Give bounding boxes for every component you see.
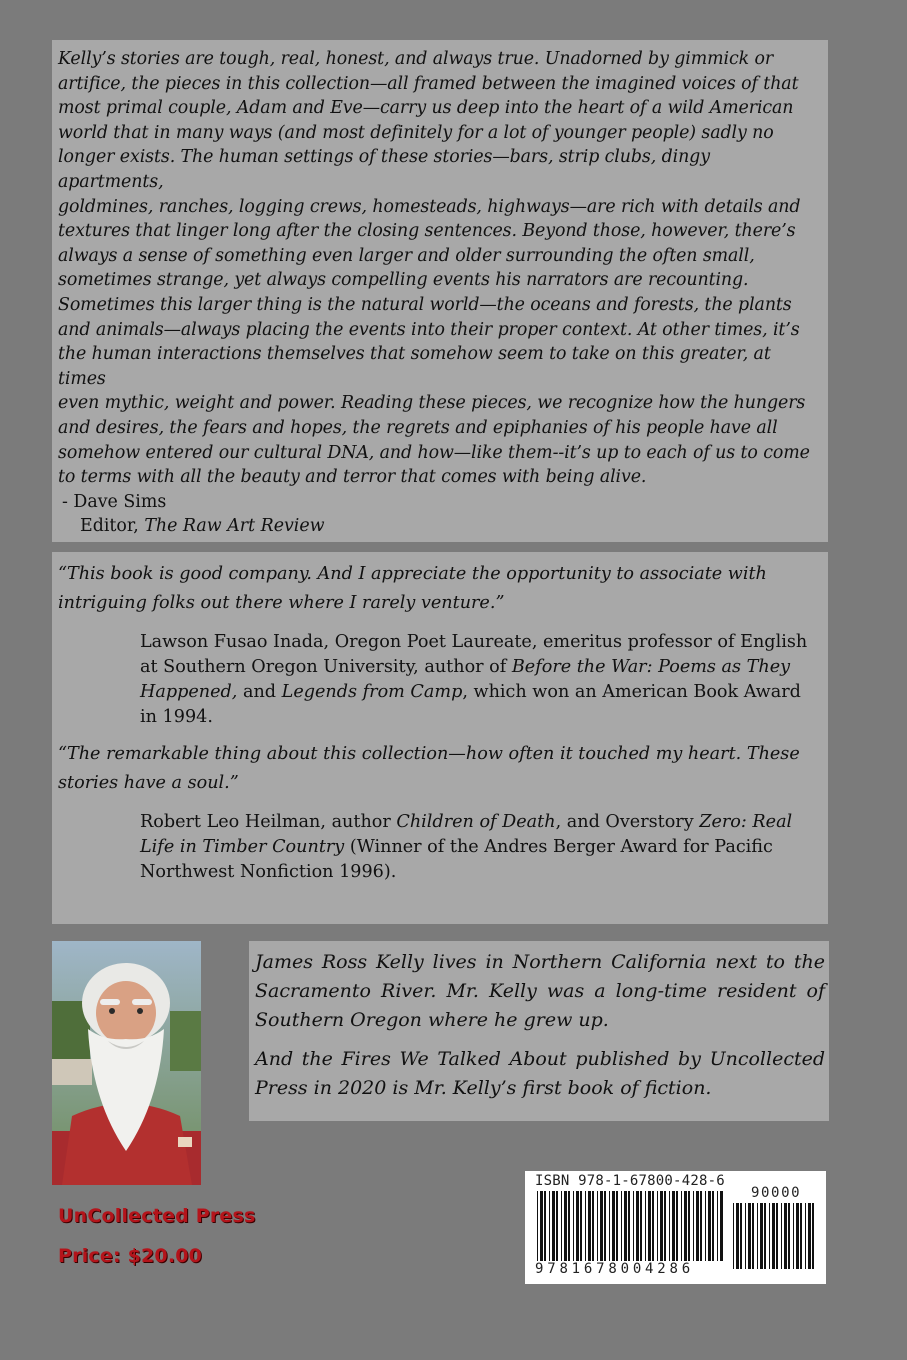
barcode-bar bbox=[585, 1191, 586, 1261]
barcode-bar bbox=[568, 1191, 570, 1261]
author-bio-paragraph: James Ross Kelly lives in Northern California next to the Sacramento River. Mr. Kelly was a long-time resident of Southern Oregon where he grew up. bbox=[255, 951, 825, 1031]
barcode-bar bbox=[621, 1191, 622, 1261]
barcode-bar bbox=[648, 1191, 651, 1261]
endorsement-line: even mythic, weight and power. Reading these pieces, we recognize how the hungers bbox=[58, 393, 806, 414]
endorsement-line: Kelly’s stories are tough, real, honest, and always true. Unadorned by gimmick or bbox=[58, 49, 774, 69]
endorsement-line: somehow entered our cultural DNA, and how—like them--it’s up to each of us to come bbox=[58, 442, 810, 463]
book-title: Legends from Camp bbox=[281, 682, 463, 702]
endorsement-text bbox=[58, 47, 820, 490]
review-quote-2 bbox=[58, 740, 820, 798]
review-quote-line: “This book is good company. And I appreciate the opportunity to associate with bbox=[58, 564, 767, 584]
barcode-bar bbox=[564, 1191, 567, 1261]
author-book-paragraph: And the Fires We Talked About published by Uncollected Press in 2020 is Mr. Kelly’s first book of fiction. bbox=[255, 1048, 825, 1099]
barcode-bar bbox=[669, 1191, 670, 1261]
author-bio-panel bbox=[249, 941, 829, 1121]
author-portrait-illustration bbox=[52, 941, 201, 1185]
endorsement-line: and animals—always placing the events into their proper context. At other times, it’s bbox=[58, 319, 800, 340]
barcode-bar bbox=[604, 1191, 606, 1261]
isbn-label: ISBN 978-1-67800-428-6 bbox=[535, 1173, 725, 1189]
barcode-bar bbox=[645, 1191, 646, 1261]
barcode-price-code: 90000 bbox=[751, 1185, 802, 1201]
attr-text: , and Overstory bbox=[555, 812, 700, 832]
price-label: Price: $20.00 bbox=[58, 1245, 203, 1267]
review-quote-line: “The remarkable thing about this collection—how often it touched my heart. These bbox=[58, 744, 800, 764]
barcode-bar bbox=[556, 1191, 558, 1261]
barcode-bar bbox=[760, 1203, 763, 1269]
review-quote-line: stories have a soul.” bbox=[58, 773, 239, 793]
barcode-bar bbox=[624, 1191, 627, 1261]
ean-digits: 9781678004286 bbox=[535, 1261, 694, 1277]
barcode-bar bbox=[597, 1191, 598, 1261]
barcode-bar bbox=[592, 1191, 594, 1261]
barcode-bar bbox=[540, 1191, 543, 1261]
barcode-bar bbox=[561, 1191, 562, 1261]
barcode-bar bbox=[588, 1191, 591, 1261]
endorsement-signature-name: - Dave Sims bbox=[62, 491, 167, 512]
barcode-bar bbox=[681, 1191, 682, 1261]
signature-publication: The Raw Art Review bbox=[144, 516, 325, 537]
publisher-name: UnCollected Press bbox=[58, 1205, 256, 1227]
barcode-bar bbox=[796, 1203, 799, 1269]
attr-text: , which won an American Book Award in 1994. bbox=[140, 682, 801, 727]
review-attribution-1 bbox=[140, 630, 820, 730]
attr-text: and bbox=[237, 682, 282, 702]
barcode-bar bbox=[757, 1203, 758, 1269]
barcode-bar bbox=[740, 1203, 742, 1269]
book-title: Before the War: Poems as They Happened, bbox=[140, 657, 791, 702]
barcode-bar bbox=[784, 1203, 787, 1269]
barcode-bar bbox=[700, 1191, 702, 1261]
barcode-bar bbox=[696, 1191, 699, 1261]
barcode-bar bbox=[708, 1191, 711, 1261]
barcode-bar bbox=[664, 1191, 666, 1261]
barcode-bar bbox=[628, 1191, 630, 1261]
endorsement-line: longer exists. The human settings of these stories—bars, strip clubs, dingy apartments, bbox=[58, 147, 710, 192]
endorsement-line: to terms with all the beauty and terror that comes with being alive. bbox=[58, 467, 647, 488]
book-title: Zero: Real Life in Timber Country bbox=[140, 812, 793, 857]
barcode-bar bbox=[537, 1191, 538, 1261]
barcode-bar bbox=[612, 1191, 615, 1261]
barcode-bar bbox=[580, 1191, 582, 1261]
attr-text: (Winner of the Andres Berger Award for Pacific Northwest Nonfiction 1996). bbox=[140, 837, 773, 882]
barcode-bar bbox=[781, 1203, 782, 1269]
barcode-bar bbox=[616, 1191, 618, 1261]
barcode-bar bbox=[720, 1191, 723, 1261]
reviews-panel bbox=[52, 552, 828, 924]
barcode-bar bbox=[688, 1191, 690, 1261]
barcode-bar bbox=[776, 1203, 778, 1269]
barcode-bar bbox=[772, 1203, 775, 1269]
endorsement-line: most primal couple, Adam and Eve—carry us deep into the heart of a wild American bbox=[58, 98, 794, 119]
review-quote-line: intriguing folks out there where I rarely venture.” bbox=[58, 593, 505, 613]
review-quote-1 bbox=[58, 560, 820, 618]
barcode-bar bbox=[640, 1191, 642, 1261]
barcode-bar bbox=[736, 1203, 739, 1269]
barcode-bar bbox=[752, 1203, 754, 1269]
barcode-bar bbox=[636, 1191, 639, 1261]
barcode-bar bbox=[552, 1191, 555, 1261]
endorsement-panel bbox=[52, 40, 828, 542]
barcode-bar bbox=[600, 1191, 603, 1261]
endorsement-line: the human interactions themselves that somehow seem to take on this greater, at times bbox=[58, 344, 771, 389]
barcode-bar bbox=[660, 1191, 663, 1261]
barcode-bar bbox=[633, 1191, 634, 1261]
barcode-bar bbox=[800, 1203, 802, 1269]
barcode-bar bbox=[705, 1191, 706, 1261]
barcode-bar bbox=[733, 1203, 734, 1269]
barcode-bar bbox=[684, 1191, 687, 1261]
barcode-bar bbox=[693, 1191, 694, 1261]
barcode-bar bbox=[573, 1191, 574, 1261]
signature-role-text: Editor, bbox=[80, 516, 145, 537]
endorsement-line: always a sense of something even larger and older surrounding the often small, bbox=[58, 245, 755, 266]
endorsement-line: textures that linger long after the closing sentences. Beyond those, however, there’s bbox=[58, 221, 796, 242]
barcode-bar bbox=[769, 1203, 770, 1269]
barcode-bar bbox=[609, 1191, 610, 1261]
barcode-bar bbox=[549, 1191, 550, 1261]
isbn-barcode bbox=[525, 1171, 826, 1284]
barcode-bar bbox=[544, 1191, 546, 1261]
book-title: Children of Death bbox=[396, 812, 556, 832]
barcode-bar bbox=[805, 1203, 806, 1269]
barcode-bar bbox=[812, 1203, 814, 1269]
barcode-bar bbox=[712, 1191, 714, 1261]
endorsement-line: world that in many ways (and most definitely for a lot of younger people) sadly no bbox=[58, 122, 774, 143]
barcode-bar bbox=[793, 1203, 794, 1269]
attr-text: Lawson Fusao Inada, Oregon Poet Laureate, emeritus professor of English at Southern Oregon University, author of bbox=[140, 632, 808, 677]
endorsement-line: Sometimes this larger thing is the natural world—the oceans and forests, the plants bbox=[58, 294, 792, 315]
barcode-bar bbox=[652, 1191, 654, 1261]
barcode-bar bbox=[788, 1203, 790, 1269]
barcode-bar bbox=[748, 1203, 751, 1269]
endorsement-line: goldmines, ranches, logging crews, homesteads, highways—are rich with details and bbox=[58, 196, 801, 217]
endorsement-line: artifice, the pieces in this collection—all framed between the imagined voices of that bbox=[58, 73, 799, 94]
barcode-bar bbox=[808, 1203, 811, 1269]
author-photo bbox=[52, 941, 201, 1185]
review-attribution-2 bbox=[140, 810, 820, 885]
endorsement-line: and desires, the fears and hopes, the regrets and epiphanies of his people have all bbox=[58, 417, 778, 438]
barcode-bar bbox=[764, 1203, 766, 1269]
endorsement-signature-role bbox=[58, 514, 820, 539]
barcode-bar bbox=[717, 1191, 718, 1261]
barcode-bar bbox=[672, 1191, 675, 1261]
barcode-bar bbox=[576, 1191, 579, 1261]
barcode-bar bbox=[676, 1191, 678, 1261]
attr-text: Robert Leo Heilman, author bbox=[140, 812, 397, 832]
endorsement-line: sometimes strange, yet always compelling events his narrators are recounting. bbox=[58, 270, 749, 291]
barcode-bar bbox=[745, 1203, 746, 1269]
barcode-bar bbox=[657, 1191, 658, 1261]
